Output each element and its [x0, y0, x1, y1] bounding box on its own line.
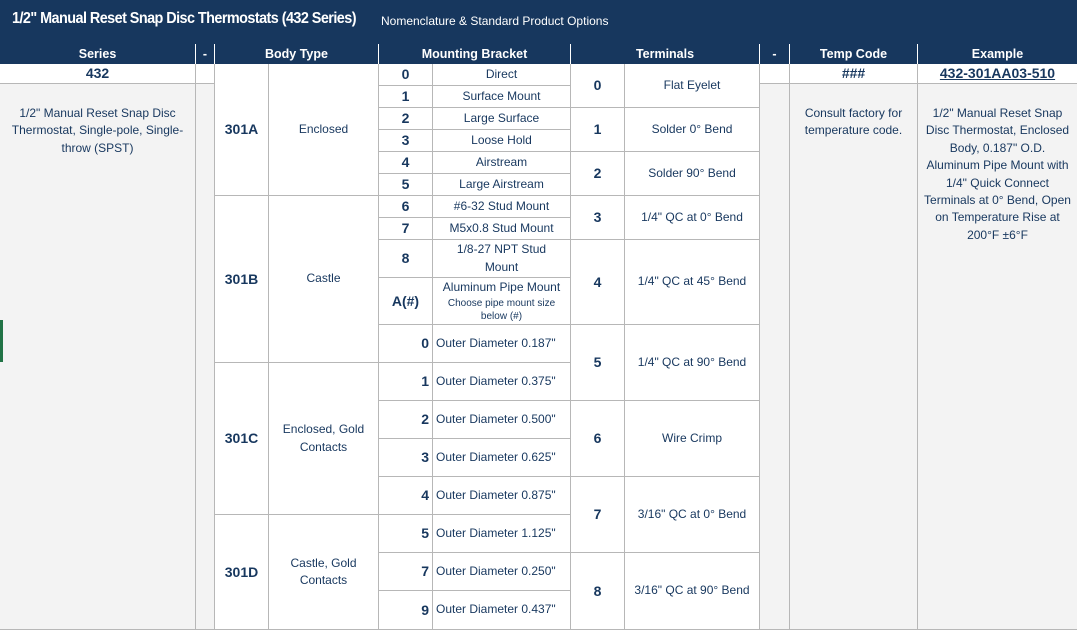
bracket-code: 4 — [379, 152, 433, 174]
terminal-code: 7 — [571, 477, 625, 553]
bracket-name: Surface Mount — [433, 86, 571, 108]
bracket-name: #6-32 Stud Mount — [433, 196, 571, 218]
pipe-size-name: Outer Diameter 0.375" — [433, 363, 571, 401]
bracket-note: Choose pipe mount size below (#) — [447, 297, 556, 322]
pipe-size-code: 5 — [379, 515, 433, 553]
header-body-type: Body Type — [215, 44, 379, 64]
pipe-size-name: Outer Diameter 0.187" — [433, 325, 571, 363]
terminal-code: 4 — [571, 240, 625, 325]
bracket-code: 1 — [379, 86, 433, 108]
header-example: Example — [918, 44, 1077, 64]
bracket-name: Aluminum Pipe Mount — [442, 280, 561, 295]
bracket-name: Large Airstream — [433, 174, 571, 196]
bracket-code: 2 — [379, 108, 433, 130]
terminal-name: Flat Eyelet — [625, 64, 760, 108]
pipe-size-name: Outer Diameter 0.250" — [433, 553, 571, 591]
header-terminals: Terminals — [571, 44, 760, 64]
title-banner — [0, 0, 1077, 44]
temp-code: ### — [790, 64, 918, 84]
body-name: Enclosed — [269, 64, 379, 196]
pipe-size-name: Outer Diameter 0.875" — [433, 477, 571, 515]
pipe-size-code: 4 — [379, 477, 433, 515]
pipe-size-code: 1 — [379, 363, 433, 401]
bracket-name: Loose Hold — [433, 130, 571, 152]
page-title: 1/2" Manual Reset Snap Disc Thermostats (432 Series) — [12, 10, 356, 27]
bracket-name: M5x0.8 Stud Mount — [433, 218, 571, 240]
terminal-name: 1/4" QC at 90° Bend — [625, 325, 760, 401]
dash-spacer — [760, 84, 790, 630]
body-name: Castle, Gold Contacts — [269, 515, 379, 630]
dash-spacer — [196, 64, 215, 84]
header-temp-code: Temp Code — [790, 44, 918, 64]
body-code: 301D — [215, 515, 269, 630]
bracket-name: Airstream — [433, 152, 571, 174]
bracket-name: 1/8-27 NPT Stud Mount — [433, 240, 571, 278]
bracket-cell-pipe — [433, 278, 571, 325]
body-code: 301A — [215, 64, 269, 196]
pipe-size-code: 9 — [379, 591, 433, 630]
bracket-code: 3 — [379, 130, 433, 152]
bracket-code: 5 — [379, 174, 433, 196]
pipe-size-name: Outer Diameter 1.125" — [433, 515, 571, 553]
series-code: 432 — [0, 64, 196, 84]
bracket-code: 0 — [379, 64, 433, 86]
terminal-name: Solder 90° Bend — [625, 152, 760, 196]
pipe-size-code: 2 — [379, 401, 433, 439]
header-dash: - — [196, 44, 215, 64]
temp-code-description: Consult factory for temperature code. — [790, 84, 918, 630]
terminal-code: 3 — [571, 196, 625, 240]
pipe-size-name: Outer Diameter 0.625" — [433, 439, 571, 477]
terminal-code: 8 — [571, 553, 625, 630]
row-indicator — [0, 320, 3, 362]
terminal-name: 1/4" QC at 45° Bend — [625, 240, 760, 325]
bracket-code: A(#) — [379, 278, 433, 325]
header-mounting-bracket: Mounting Bracket — [379, 44, 571, 64]
bracket-code: 7 — [379, 218, 433, 240]
pipe-size-name: Outer Diameter 0.500" — [433, 401, 571, 439]
terminal-code: 2 — [571, 152, 625, 196]
example-code: 432-301AA03-510 — [918, 64, 1077, 84]
pipe-size-code: 3 — [379, 439, 433, 477]
terminal-name: Solder 0° Bend — [625, 108, 760, 152]
pipe-size-code: 0 — [379, 325, 433, 363]
bracket-name: Direct — [433, 64, 571, 86]
bracket-code: 8 — [379, 240, 433, 278]
pipe-size-code: 7 — [379, 553, 433, 591]
nomenclature-table — [0, 44, 1077, 630]
bracket-code: 6 — [379, 196, 433, 218]
example-description: 1/2" Manual Reset Snap Disc Thermostat, Enclosed Body, 0.187" O.D. Aluminum Pipe Mount with 1/4" Quick Connect Terminals at 0° Bend, Open on Temperature Rise at 200°F ±6°F — [918, 84, 1077, 630]
terminal-name: 1/4" QC at 0° Bend — [625, 196, 760, 240]
header-series: Series — [0, 44, 196, 64]
terminal-name: Wire Crimp — [625, 401, 760, 477]
body-code: 301B — [215, 196, 269, 363]
terminal-code: 6 — [571, 401, 625, 477]
page-subtitle: Nomenclature & Standard Product Options — [381, 14, 609, 28]
terminal-name: 3/16" QC at 90° Bend — [625, 553, 760, 630]
dash-spacer — [196, 84, 215, 630]
body-code: 301C — [215, 363, 269, 515]
body-name: Castle — [269, 196, 379, 363]
terminal-code: 5 — [571, 325, 625, 401]
header-dash: - — [760, 44, 790, 64]
terminal-name: 3/16" QC at 0° Bend — [625, 477, 760, 553]
dash-spacer — [760, 64, 790, 84]
series-description: 1/2" Manual Reset Snap Disc Thermostat, Single-pole, Single-throw (SPST) — [0, 84, 196, 630]
bracket-name: Large Surface — [433, 108, 571, 130]
body-name: Enclosed, Gold Contacts — [269, 363, 379, 515]
terminal-code: 1 — [571, 108, 625, 152]
terminal-code: 0 — [571, 64, 625, 108]
pipe-size-name: Outer Diameter 0.437" — [433, 591, 571, 630]
